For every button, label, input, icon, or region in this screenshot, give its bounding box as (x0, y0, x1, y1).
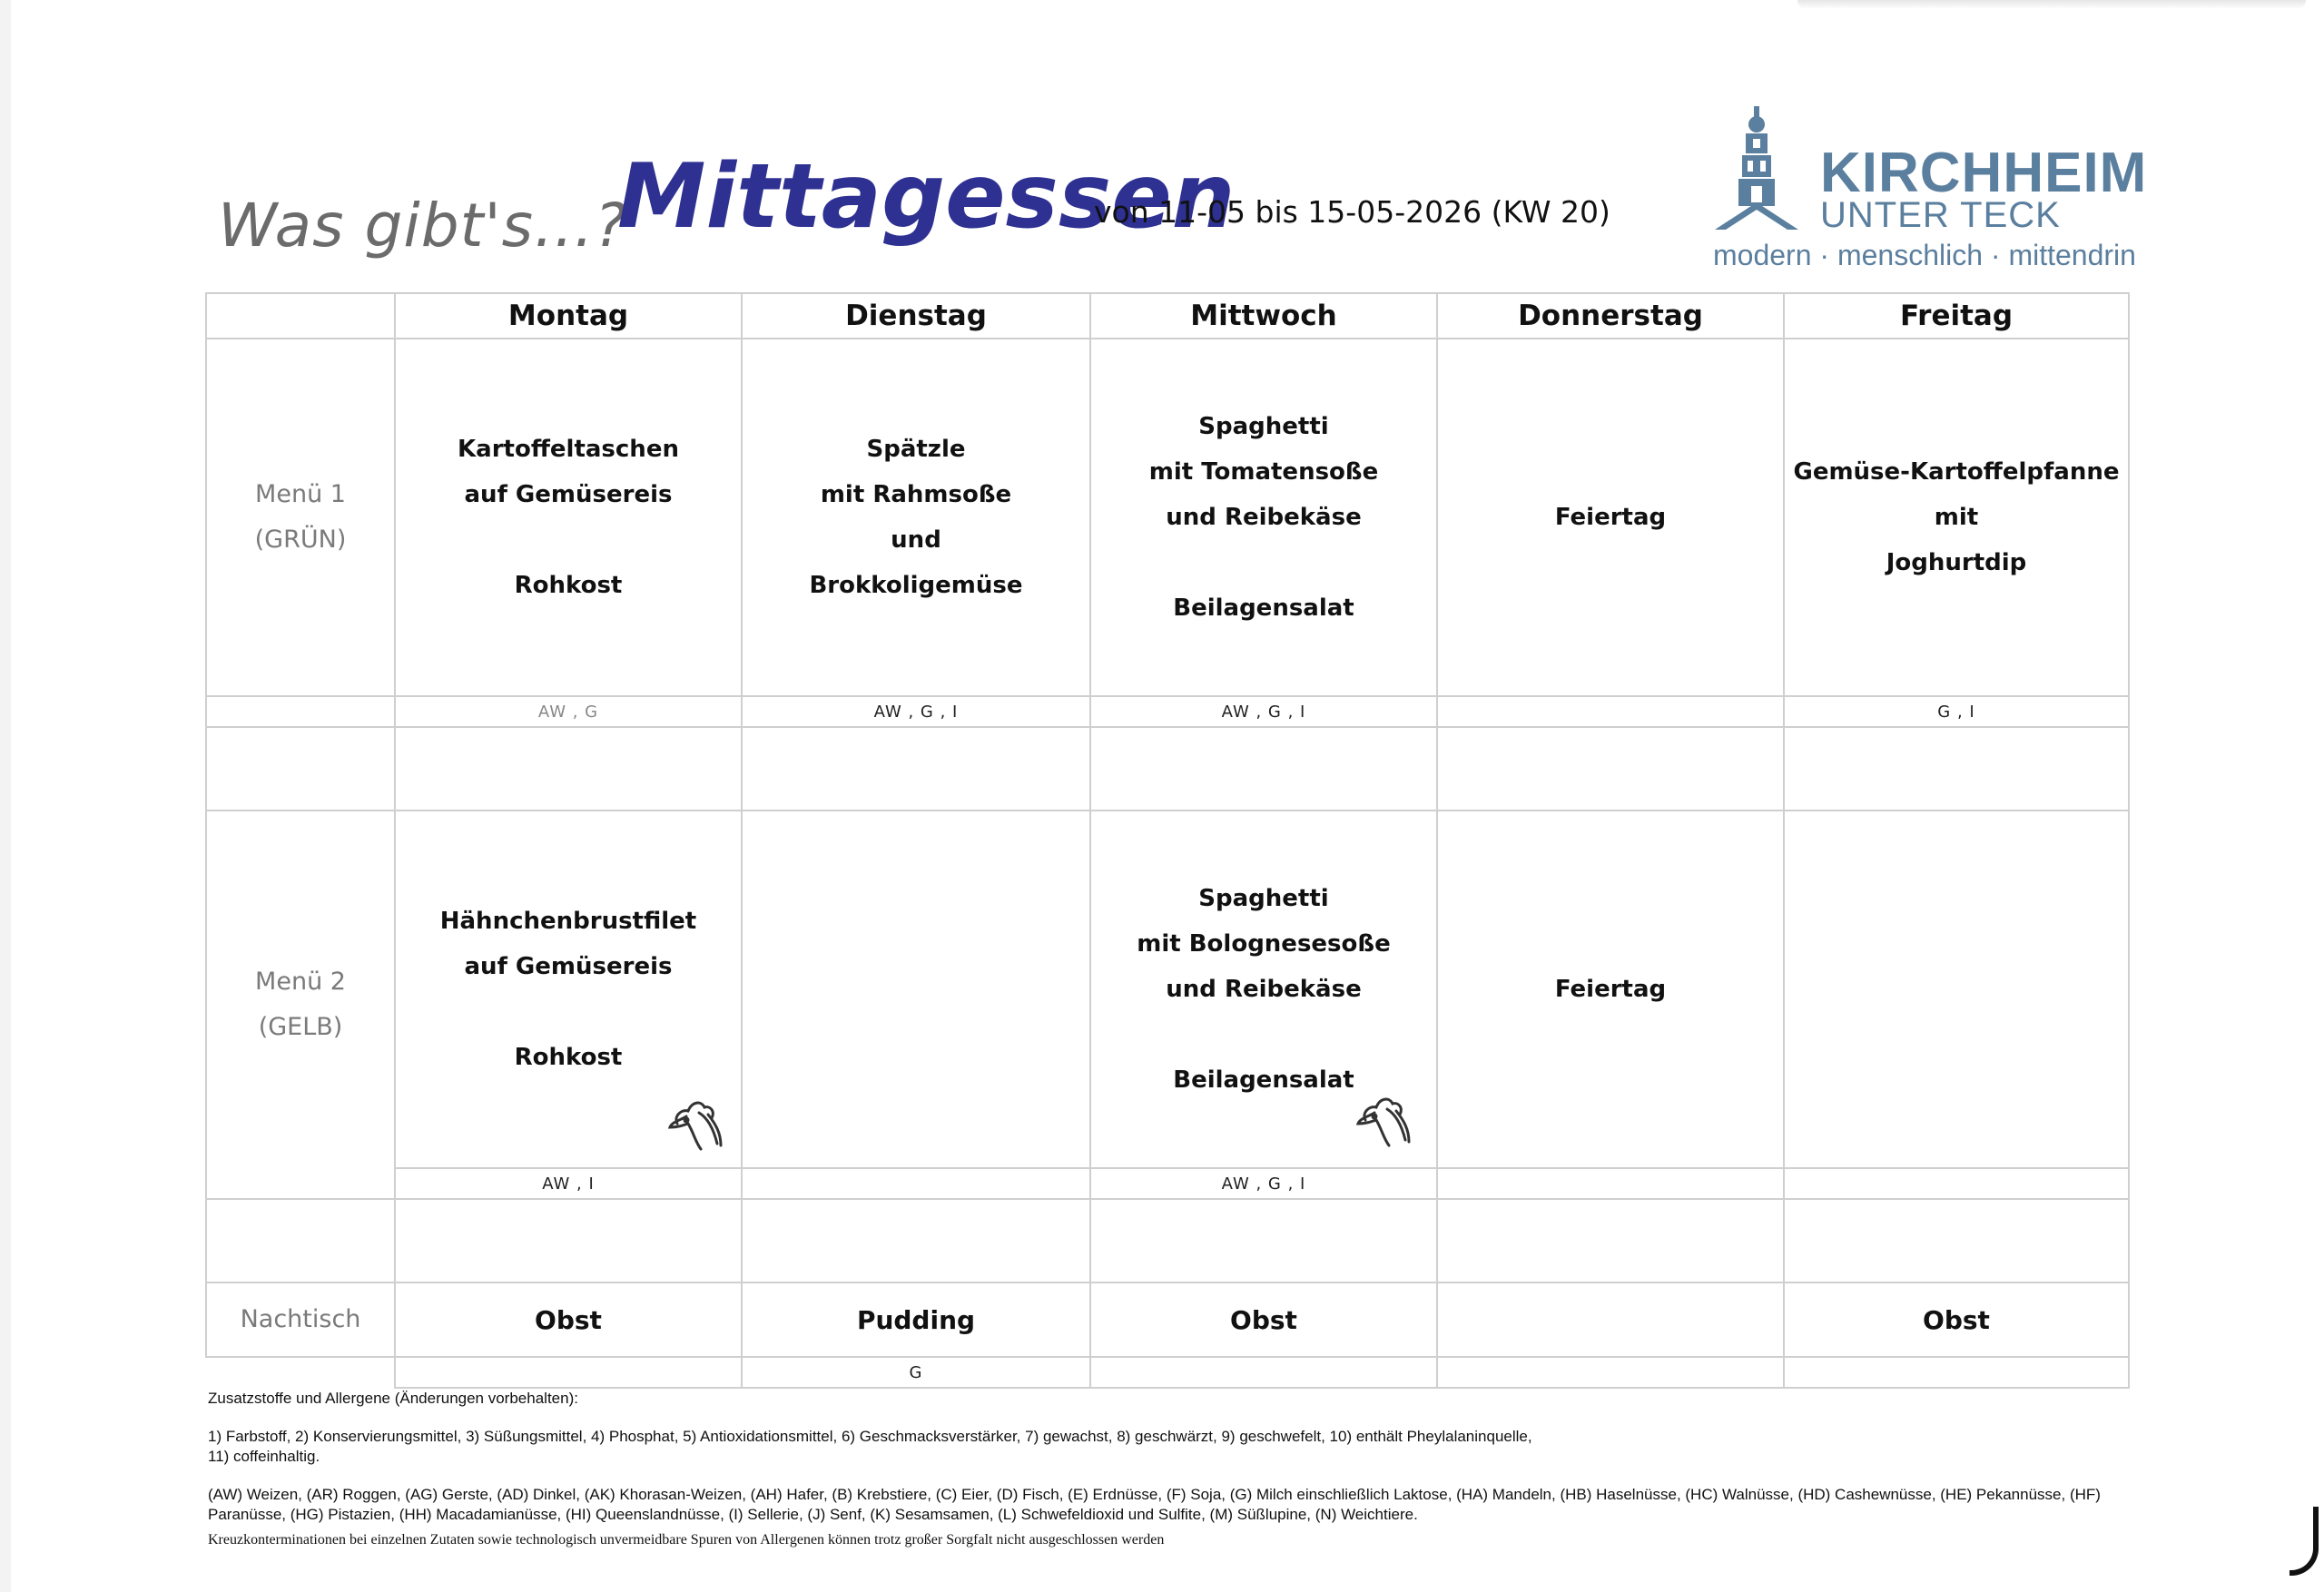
menu1-allergens: AW , G (395, 696, 742, 727)
day-header: Montag (395, 293, 742, 339)
header-prefix: Was gibt's…? (218, 191, 628, 260)
spacer-cell (1437, 727, 1784, 811)
menu1-allergens: AW , G , I (1090, 696, 1437, 727)
day-header: Freitag (1784, 293, 2129, 339)
spacer-cell (1090, 1199, 1437, 1282)
menu2-row (206, 811, 2129, 1168)
menu1-row (206, 339, 2129, 696)
spacer-cell (206, 1199, 395, 1282)
dessert-item: Obst (395, 1282, 742, 1357)
blank-cell (206, 1357, 395, 1388)
menu1-sublabel: (GRÜN) (254, 526, 347, 554)
logo-city: KIRCHHEIM (1820, 142, 2148, 204)
menu1-dish-mittwoch: Spaghetti mit Tomatensoße und Reibekäse Beilagensalat (1090, 339, 1437, 696)
menu2-label (206, 811, 395, 1199)
menu2-dish-dienstag (742, 811, 1090, 1168)
dessert-allergens (1437, 1357, 1784, 1388)
additives-list (208, 1427, 2169, 1467)
allergen-legend (208, 1389, 2169, 1568)
additives-line-1: 1) Farbstoff, 2) Konservierungsmittel, 3) Süßungsmittel, 4) Phosphat, 5) Antioxidationsmittel, 6) Geschmacksverstärker, 7) gewachst, 8) geschwärzt, 9) geschwefelt, 10) enthält Pheylalaninquelle, (208, 1428, 1532, 1445)
spacer-cell (395, 727, 742, 811)
logo-tagline: modern · menschlich · mittendrin (1713, 239, 2136, 271)
menu1-allergens: AW , G , I (742, 696, 1090, 727)
allergens-line-2: Paranüsse, (HG) Pistazien, (HH) Macadamianüsse, (HI) Queenslandnüsse, (I) Sellerie, (J) Senf, (K) Sesamsamen, (L) Schwefeldioxid und Sulfite, (M) Süßlupine, (N) Weichtiere. (208, 1506, 1418, 1523)
menu1-dish-donnerstag: Feiertag (1437, 339, 1784, 696)
menu1-label (206, 339, 395, 696)
menu1-label-text: Menü 1 (255, 480, 346, 508)
spacer-cell (206, 727, 395, 811)
menu2-allergens (1784, 1168, 2129, 1199)
menu2-allergen-row (206, 1168, 2129, 1199)
dessert-row (206, 1282, 2129, 1357)
menu1-dish-freitag: Gemüse-Kartoffelpfanne mit Joghurtdip (1784, 339, 2129, 696)
additives-line-2: 11) coffeinhaltig. (208, 1448, 320, 1465)
corner-cell (206, 293, 395, 339)
legend-heading: Zusatzstoffe und Allergene (Änderungen vorbehalten): (208, 1390, 578, 1407)
dessert-item (1437, 1282, 1784, 1357)
dessert-allergens (1784, 1357, 2129, 1388)
church-tower-icon (1711, 104, 1802, 231)
spacer-row (206, 1199, 2129, 1282)
dessert-allergens (395, 1357, 742, 1388)
dessert-allergens: G (742, 1357, 1090, 1388)
dessert-label: Nachtisch (206, 1282, 395, 1357)
menu1-allergens: G , I (1784, 696, 2129, 727)
chicken-icon (1356, 1089, 1413, 1149)
spacer-cell (1437, 1199, 1784, 1282)
spacer-cell (1784, 1199, 2129, 1282)
allergens-line-1: (AW) Weizen, (AR) Roggen, (AG) Gerste, (AD) Dinkel, (AK) Khorasan-Weizen, (AH) Hafer, (B) Krebstiere, (C) Eier, (D) Fisch, (E) Erdnüsse, (F) Soja, (G) Milch einschließlich Laktose, (HA) Mandeln, (HB) Haselnüsse, (HC) Walnüsse, (HD) Cashewnüsse, (HE) Pekannüsse, (HF) (208, 1486, 2101, 1503)
dessert-item: Pudding (742, 1282, 1090, 1357)
city-logo (1711, 104, 2148, 277)
chicken-icon (668, 1093, 724, 1153)
day-header: Donnerstag (1437, 293, 1784, 339)
menu2-dish-montag (395, 811, 742, 1168)
logo-subtitle: UNTER TECK (1820, 195, 2061, 235)
day-header: Mittwoch (1090, 293, 1437, 339)
spacer-cell (742, 727, 1090, 811)
page-title: Mittagessen (617, 145, 1236, 249)
disclaimer: Kreuzkonterminationen bei einzelnen Zutaten sowie technologisch unvermeidbare Spuren von Allergenen können trotz großer Sorgfalt nicht ausgeschlossen werden (208, 1532, 1165, 1548)
menu2-sublabel: (GELB) (258, 1013, 343, 1041)
menu2-dish-freitag (1784, 811, 2129, 1168)
dessert-item: Obst (1090, 1282, 1437, 1357)
menu1-allergens (1437, 696, 1784, 727)
spacer-row (206, 727, 2129, 811)
menu1-dish-dienstag: Spätzle mit Rahmsoße und Brokkoligemüse (742, 339, 1090, 696)
day-header: Dienstag (742, 293, 1090, 339)
dessert-allergen-row (206, 1357, 2129, 1388)
page-shadow (1797, 0, 2306, 9)
menu2-allergens (742, 1168, 1090, 1199)
dessert-item: Obst (1784, 1282, 2129, 1357)
menu2-dish-text: Hähnchenbrustfilet auf Gemüsereis Rohkost (439, 908, 697, 1071)
menu1-allergen-row (206, 696, 2129, 727)
days-header-row (206, 293, 2129, 339)
menu2-allergens: AW , I (395, 1168, 742, 1199)
spacer-cell (1784, 727, 2129, 811)
spacer-cell (1090, 727, 1437, 811)
menu2-allergens: AW , G , I (1090, 1168, 1437, 1199)
date-range: von 11-05 bis 15-05-2026 (KW 20) (1094, 194, 1610, 230)
menu2-dish-text: Spaghetti mit Bolognesesoße und Reibekäse Beilagensalat (1137, 885, 1391, 1094)
dessert-allergens (1090, 1357, 1437, 1388)
menu2-allergens (1437, 1168, 1784, 1199)
menu1-dish-montag: Kartoffeltaschen auf Gemüsereis Rohkost (395, 339, 742, 696)
menu-table (205, 292, 2130, 1389)
menu2-dish-donnerstag: Feiertag (1437, 811, 1784, 1168)
allergens-list (208, 1485, 2169, 1525)
allergen-label-cell (206, 696, 395, 727)
menu2-dish-mittwoch (1090, 811, 1437, 1168)
spacer-cell (742, 1199, 1090, 1282)
page-edge (0, 0, 11, 1592)
menu2-label-text: Menü 2 (255, 968, 346, 996)
spacer-cell (395, 1199, 742, 1282)
page-curl (2290, 1507, 2319, 1576)
